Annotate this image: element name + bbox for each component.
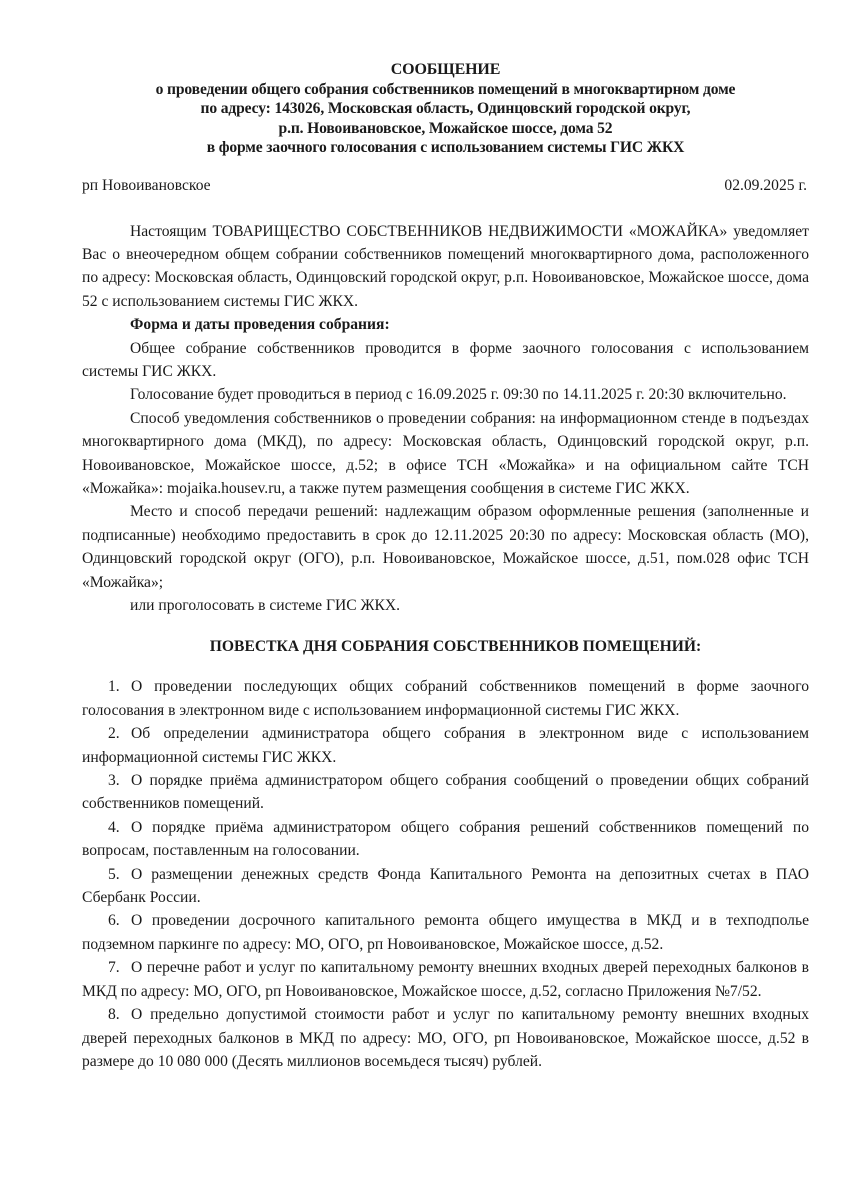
document-title: СООБЩЕНИЕ — [390, 61, 501, 78]
agenda-item-number: 5. — [108, 865, 120, 883]
agenda-item — [82, 956, 809, 1003]
agenda-list — [82, 675, 809, 1073]
subtitle-line: в форме заочного голосования с использованием системы ГИС ЖКХ — [206, 139, 685, 156]
agenda-item-number: 1. — [108, 678, 120, 696]
meta-row — [82, 176, 809, 195]
agenda-item-number: 4. — [108, 818, 120, 836]
notification-paragraph: Способ уведомления собственников о проведении собрания: на информационном стенде в подъездах многоквартирного дома (МКД), по адресу: Московская область, Одинцовский городской округ, р.п. Новоивановское, Можайское шоссе, д.52; в офисе ТСН «Можайка» и на официальном сайте ТСН «Можайка»: mojaika.housev.ru, а также путем размещения сообщения в системе ГИС ЖКХ. — [82, 409, 809, 497]
agenda-item-text: О размещении денежных средств Фонда Капитального Ремонта на депозитных счетах в ПАО Сбербанк России. — [82, 865, 809, 907]
agenda-item — [82, 675, 809, 722]
document-header — [82, 60, 809, 158]
agenda-item-text: О порядке приёма администратором общего собрания решений собственников помещений по вопросам, поставленным на голосовании. — [82, 818, 809, 860]
document-page — [82, 60, 809, 1073]
agenda-item — [82, 816, 809, 863]
agenda-item — [82, 909, 809, 956]
agenda-item-text: О предельно допустимой стоимости работ и услуг по капитальному ремонту внешних входных дверей переходных балконов в МКД по адресу: МО, ОГО, рп Новоивановское, Можайское шоссе, д.52 в размере до 10 080 000 (Десять миллионов восемьдеся тысяч) рублей. — [82, 1006, 809, 1070]
document-body — [82, 220, 809, 618]
agenda-item-text: О проведении досрочного капитального ремонта общего имущества в МКД и в техподполье подземном паркинге по адресу: МО, ОГО, рп Новоивановское, Можайское шоссе, д.52. — [82, 912, 809, 953]
agenda-item-number: 6. — [108, 912, 120, 930]
agenda-item — [82, 769, 809, 816]
subtitle-line: р.п. Новоивановское, Можайское шоссе, дома 52 — [278, 119, 613, 137]
agenda-title: ПОВЕСТКА ДНЯ СОБРАНИЯ СОБСТВЕННИКОВ ПОМЕЩЕНИЙ: — [209, 638, 702, 656]
agenda-item-text: О проведении последующих общих собраний собственников помещений в форме заочного голосования в электронном виде с использованием информационной системы ГИС ЖКХ. — [82, 678, 809, 719]
agenda-item-text: Об определении администратора общего собрания в электронном виде с использованием информационной системы ГИС ЖКХ. — [82, 725, 809, 766]
document-date: 02.09.2025 г. — [724, 176, 807, 194]
form-paragraph: Общее собрание собственников проводится в форме заочного голосования с использованием системы ГИС ЖКХ. — [82, 339, 809, 380]
form-heading: Форма и даты проведения собрания: — [130, 316, 390, 334]
agenda-item-number: 8. — [108, 1006, 120, 1024]
agenda-item-number: 3. — [108, 772, 120, 790]
alternative-paragraph: или проголосовать в системе ГИС ЖКХ. — [130, 597, 401, 614]
agenda-item-number: 7. — [108, 959, 120, 977]
agenda-item-text: О перечне работ и услуг по капитальному ремонту внешних входных дверей переходных балконов в МКД по адресу: МО, ОГО, рп Новоивановское, Можайское шоссе, д.52, согласно Приложения №7/52. — [82, 959, 809, 1000]
subtitle-line: о проведении общего собрания собственников помещений в многоквартирном доме — [155, 80, 736, 98]
agenda-item-text: О порядке приёма администратором общего собрания сообщений о проведении общих собраний собственников помещений. — [82, 772, 809, 813]
voting-period-paragraph: Голосование будет проводиться в период с 16.09.2025 г. 09:30 по 14.11.2025 г. 20:30 включительно. — [130, 386, 787, 404]
agenda-item — [82, 863, 809, 910]
intro-paragraph: Настоящим ТОВАРИЩЕСТВО СОБСТВЕННИКОВ НЕДВИЖИМОСТИ «МОЖАЙКА» уведомляет Вас о внеочередном общем собрании собственников помещений многоквартирного дома, расположенного по адресу: Московская область, Одинцовский городской округ, р.п. Новоивановское, Можайское шоссе, дома 52 с использованием системы ГИС ЖКХ. — [82, 222, 809, 310]
place-label: рп Новоивановское — [82, 176, 211, 194]
agenda-item-number: 2. — [108, 725, 120, 743]
agenda-item — [82, 722, 809, 769]
submission-paragraph: Место и способ передачи решений: надлежащим образом оформленные решения (заполненные и подписанные) необходимо предоставить в срок до 12.11.2025 20:30 по адресу: Московская область (МО), Одинцовский городской округ (ОГО), р.п. Новоивановское, Можайское шоссе, д.51, пом.028 офис ТСН «Можайка»; — [82, 503, 809, 591]
agenda-item — [82, 1003, 809, 1073]
subtitle-line: по адресу: 143026, Московская область, Одинцовский городской округ, — [200, 100, 691, 117]
